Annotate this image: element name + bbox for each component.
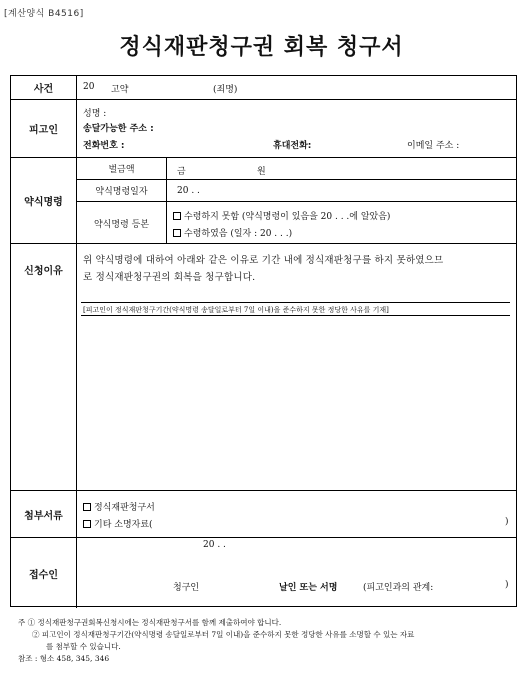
fine-value-cell[interactable] <box>167 158 516 179</box>
submitter-label: 접수인 <box>11 538 77 608</box>
submit-date[interactable]: 20 . . <box>203 540 226 550</box>
checkbox-received[interactable] <box>173 229 181 237</box>
relation-close: ) <box>505 580 509 590</box>
defendant-name[interactable]: 성명 : <box>83 109 107 119</box>
defendant-email[interactable]: 이메일 주소 : <box>407 141 460 151</box>
case-type: 고약 <box>111 85 129 95</box>
service-label: 약식명령 등본 <box>77 202 167 244</box>
checkbox-not-received[interactable] <box>173 212 181 220</box>
order-date-subrow <box>77 180 516 202</box>
attachment-other-close: ) <box>505 517 509 527</box>
case-row <box>11 76 516 100</box>
relation-label: (피고인과의 관계: <box>363 583 434 593</box>
note-2-cont: 를 첨부할 수 있습니다. <box>46 642 121 651</box>
case-content <box>77 76 516 99</box>
submitter-row <box>11 538 516 608</box>
attachment-claim-text: 정식재판청구서 <box>94 503 155 513</box>
defendant-row <box>11 100 516 158</box>
service-subrow <box>77 202 516 244</box>
reason-text <box>83 252 508 286</box>
summary-order-row <box>11 158 516 244</box>
defendant-label: 피고인 <box>11 100 77 157</box>
fine-label: 벌금액 <box>77 158 167 179</box>
order-date-value: 20 . . <box>177 186 200 196</box>
defendant-content <box>77 100 516 157</box>
checkbox-other[interactable] <box>83 520 91 528</box>
order-date-cell[interactable] <box>167 180 516 201</box>
case-label: 사건 <box>11 76 77 99</box>
attachment-other-text: 기타 소명자료( <box>94 520 153 530</box>
note-1: 주 ① 정식재판청구권회복신청시에는 정식재판청구서를 함께 제출하여야 합니다. <box>18 618 282 627</box>
fine-value: 금 <box>177 167 186 177</box>
defendant-phone[interactable]: 전화번호 : <box>83 141 125 151</box>
form-table <box>10 75 517 607</box>
claimant-label: 청구인 <box>173 583 200 593</box>
reason-instruction: [피고인이 정식재판청구기간(약식명령 송달일로부터 7일 이내)을 준수하지 못한 정당한 사유를 기재] <box>81 302 510 316</box>
footnotes <box>18 617 414 665</box>
note-2: ② 피고인이 정식재판청구기간(약식명령 송달일로부터 7일 이내)을 준수하지 못한 정당한 사유를 소명할 수 있는 자료 <box>32 630 415 639</box>
form-code: [계산양식 B4516] <box>4 9 84 19</box>
case-crime[interactable]: (죄명) <box>213 85 238 95</box>
defendant-address[interactable]: 송달가능한 주소 : <box>83 124 154 134</box>
checkbox-claim[interactable] <box>83 503 91 511</box>
sign-label[interactable]: 날인 또는 서명 <box>279 583 338 593</box>
attachment-item-other[interactable] <box>83 517 153 530</box>
service-option-not-received[interactable] <box>173 209 390 222</box>
page-title: 정식재판청구권 회복 청구서 <box>119 35 404 60</box>
reason-row <box>11 244 516 491</box>
attachments-label: 첨부서류 <box>11 491 77 537</box>
summary-order-content <box>77 158 516 243</box>
reason-text-line2: 로 정식재판청구권의 회복을 청구합니다. <box>83 272 256 283</box>
fine-subrow <box>77 158 516 180</box>
fine-unit: 원 <box>257 167 266 177</box>
attachments-row <box>11 491 516 538</box>
reason-label: 신청이유 <box>11 244 77 490</box>
service-options <box>167 202 516 244</box>
attachment-item-claim[interactable] <box>83 500 155 513</box>
order-date-label: 약식명령일자 <box>77 180 167 201</box>
option-not-received-text: 수령하지 못함 (약식명령이 있음을 20 . . .에 알았음) <box>184 212 391 222</box>
submitter-content <box>77 538 516 608</box>
reason-content[interactable] <box>77 244 516 490</box>
option-received-text: 수령하였음 (일자 : 20 . . .) <box>184 229 293 239</box>
attachments-content <box>77 491 516 537</box>
case-year[interactable]: 20 <box>83 82 95 92</box>
note-reference: 참조 : 형소 458, 345, 346 <box>18 654 110 663</box>
defendant-mobile[interactable]: 휴대전화: <box>273 141 312 151</box>
summary-order-label: 약식명령 <box>11 158 77 243</box>
service-option-received[interactable] <box>173 226 292 239</box>
reason-text-line1: 위 약식명령에 대하여 아래와 같은 이유로 기간 내에 정식재판청구를 하지 못하였으므 <box>83 255 444 266</box>
